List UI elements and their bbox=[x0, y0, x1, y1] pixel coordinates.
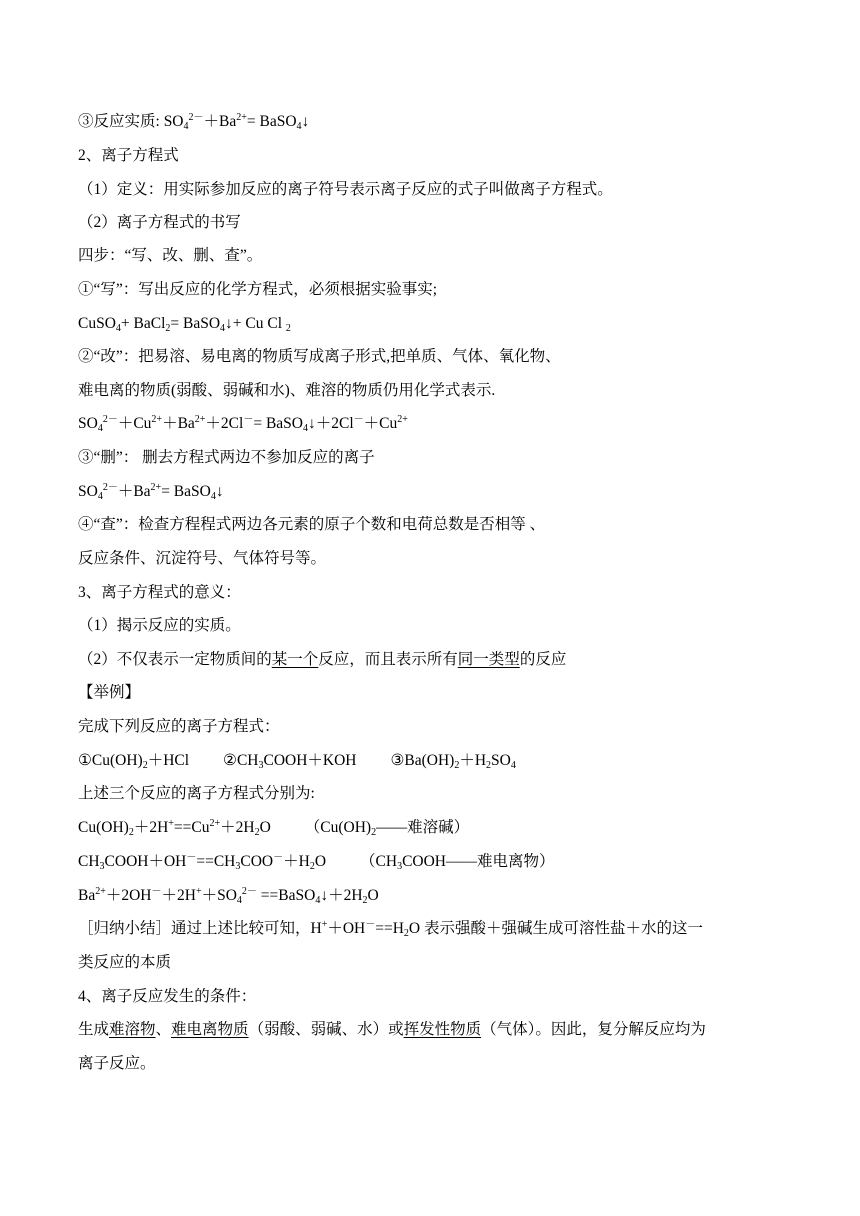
text: 反应，而且表示所有 bbox=[318, 651, 458, 668]
equation-1: $Cu(OH)_2+2H^+==Cu^{2+}+2H_2O$ （$Cu(OH)_2——$难溶碱） bbox=[78, 818, 470, 838]
equation-3: $Ba^{2+}+2OH^-+2H^++SO_4^{2-}$ $==BaSO_4↓+2H_2O$ bbox=[78, 886, 379, 906]
conditions-line-1 bbox=[78, 1019, 790, 1041]
text: ＋OH bbox=[327, 920, 366, 937]
equation-ionic-net: $SO_4^{2-}+Ba^{2+}=$ BaSO$_4$↓ bbox=[78, 482, 224, 502]
text: 生成 bbox=[78, 1021, 110, 1038]
step-change-line-2: 难电离的物质(弱酸、弱碱和水)、难溶的物质仍用化学式表示. bbox=[78, 382, 496, 399]
equation-chemical: CuSO$_4$+ BaCl$_2$= BaSO$_4$↓+ Cu Cl $_2$ bbox=[78, 315, 291, 334]
text: 、 bbox=[155, 1021, 172, 1038]
example-reactions-line: $①Cu(OH)_2+HCl$ $②CH_3COOH+KOH$ $③Ba(OH)_2+H_2SO_4$ bbox=[78, 752, 516, 771]
step-write-line: ①“写”：写出反应的化学方程式，必须根据实验事实; bbox=[78, 281, 438, 298]
text: 的反应 bbox=[519, 651, 567, 668]
text: ==H bbox=[375, 920, 404, 937]
underlined-text: 难溶物 bbox=[109, 1021, 156, 1038]
text: （2）不仅表示一定物质间的 bbox=[78, 651, 272, 668]
step-check-line-1: ④“查”：检查方程程式两边各元素的原子个数和电荷总数是否相等 、 bbox=[78, 516, 546, 533]
text: ［归纳小结］通过上述比较可知，H bbox=[78, 920, 322, 937]
summary-line-2: 类反应的本质 bbox=[78, 954, 172, 971]
four-steps-line: 四步：“写、改、删、查”。 bbox=[78, 247, 263, 264]
example-task-line: 完成下列反应的离子方程式： bbox=[78, 718, 280, 735]
underlined-text: 某一个 bbox=[271, 651, 319, 668]
section-4-title: 4、离子反应发生的条件： bbox=[78, 988, 257, 1005]
conditions-line-2: 离子反应。 bbox=[78, 1055, 156, 1072]
underlined-text: 同一类型 bbox=[457, 651, 520, 668]
reaction-essence-line: ③反应实质: $SO_4^{2-}+Ba^{2+}=$ BaSO$_4$↓ bbox=[78, 112, 310, 132]
text: O 表示强酸＋强碱生成可溶性盐＋水的这一 bbox=[408, 920, 703, 937]
text: ③反应实质: bbox=[78, 113, 164, 130]
example-heading: 【举例】 bbox=[78, 684, 141, 701]
note: （Cu(OH) bbox=[304, 819, 372, 836]
equation-ionic-full: $SO_4^{2-}+Cu^{2+}+Ba^{2+}+2Cl^-=$ $BaSO_4↓+2Cl^-+Cu^{2+}$ bbox=[78, 414, 408, 434]
section-3-title: 3、离子方程式的意义： bbox=[78, 584, 241, 601]
text: （气体）。因此，复分解反应均为 bbox=[481, 1021, 706, 1038]
note: （CH bbox=[360, 853, 398, 870]
meaning-2-line bbox=[78, 649, 790, 671]
section-2-title: 2、离子方程式 bbox=[78, 147, 179, 164]
underlined-text: 挥发性物质 bbox=[403, 1021, 482, 1038]
summary-line-1: ［归纳小结］通过上述比较可知，$H^++OH^-==H_2O$ 表示强酸＋强碱生成可溶性盐＋水的这一 bbox=[78, 919, 703, 939]
note: COOH——难电离物） bbox=[402, 853, 555, 870]
text: （弱酸、弱碱、水）或 bbox=[248, 1021, 404, 1038]
step-check-line-2: 反应条件、沉淀符号、气体符号等。 bbox=[78, 550, 327, 567]
writing-title: （2）离子方程式的书写 bbox=[78, 214, 241, 231]
step-change-line-1: ②“改”：把易溶、易电离的物质写成离子形式,把单质、气体、氧化物、 bbox=[78, 348, 561, 365]
above-three-line: 上述三个反应的离子方程式分别为: bbox=[78, 785, 315, 802]
text: = BaSO bbox=[246, 113, 297, 130]
underlined-text: 难电离物质 bbox=[171, 1021, 249, 1038]
meaning-1-line: （1）揭示反应的实质。 bbox=[78, 617, 241, 634]
definition-line: （1）定义：用实际参加反应的离子符号表示离子反应的式子叫做离子方程式。 bbox=[78, 181, 613, 198]
step-delete-line: ③“删”： 删去方程式两边不参加反应的离子 bbox=[78, 449, 375, 466]
note: ——难溶碱） bbox=[376, 819, 470, 836]
equation-2: $CH_3COOH+OH^-==CH_3COO^-+H_2O$ （$CH_3COOH——$难电离物） bbox=[78, 852, 555, 872]
